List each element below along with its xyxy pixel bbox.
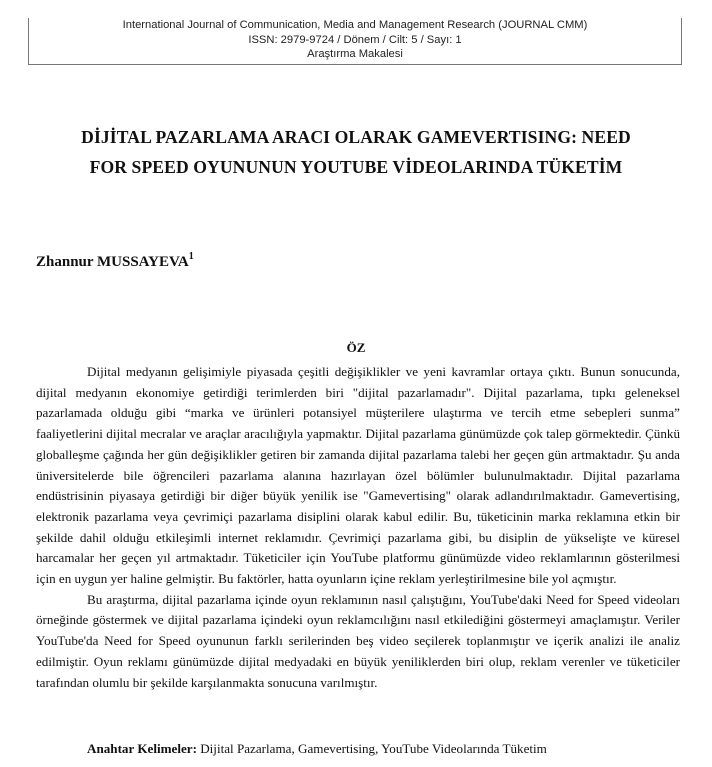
abstract-heading: ÖZ xyxy=(346,340,366,355)
abstract-body xyxy=(36,362,680,693)
keywords-label: Anahtar Kelimeler: xyxy=(87,741,197,756)
journal-header xyxy=(28,18,682,65)
title-line-1: DİJİTAL PAZARLAMA ARACI OLARAK GAMEVERTISING: NEED xyxy=(81,127,631,147)
title-line-2: FOR SPEED OYUNUNUN YOUTUBE VİDEOLARINDA TÜKETİM xyxy=(89,157,623,177)
article-type: Araştırma Makalesi xyxy=(307,48,403,60)
keywords-text: Dijital Pazarlama, Gamevertising, YouTube Videolarında Tüketim xyxy=(196,741,547,756)
author-name: Zhannur MUSSAYEVA xyxy=(36,254,189,270)
abstract-paragraph-2: Bu araştırma, dijital pazarlama içinde oyun reklamının nasıl çalıştığını, YouTube'daki Need for Speed videoları örneğinde göstermek ve dijital pazarlama içindeki oyun reklamcılığını nasıl etkilediğini göstermeyi amaçlamıştır. Veriler YouTube'da Need for Speed oyununun farklı serilerinden beş video seçilerek toplanmıştır ve içerik analizi ile analiz edilmiştir. Oyun reklamı günümüzde dijital medyadaki en büyük yeniliklerden biri olup, reklam verenler ve tüketiciler tarafından olumlu bir şekilde karşılanmakta sonucuna varılmıştır. xyxy=(36,591,680,690)
author xyxy=(36,251,194,271)
keywords xyxy=(87,739,547,759)
author-footnote-mark[interactable]: 1 xyxy=(188,251,194,262)
paper-title xyxy=(20,122,692,182)
journal-name: International Journal of Communication, Media and Management Research (JOURNAL CMM) xyxy=(122,19,588,31)
issn-line: ISSN: 2979-9724 / Dönem / Cilt: 5 / Sayı: 1 xyxy=(248,33,462,46)
abstract-paragraph-1: Dijital medyanın gelişimiyle piyasada çeşitli değişiklikler ve yeni kavramlar ortaya çıktı. Bunun sonucunda, dijital medyanın ekonomiye getirdiği terimlerden biri "dijital pazarlamadır". Dijital pazarlama, tıpkı geleneksel pazarlamada olduğu gibi “marka ve ürünleri potansiyel müşterilere ulaştırma ve tercih etme sebepleri sunma” faaliyetlerini dijital mecralar ve araçlar aracılığıyla yapmaktır. Dijital pazarlama günümüzde çok talep görmektedir. Çünkü globalleşme çağında her gün değişiklikler getiren bir zamanda dijital pazarlama talebi her geçen gün artmaktadır. Şu anda üniversitelerde bile öğrencileri pazarlama alanına hazırlayan özel bölümler bulunulmaktadır. Dijital pazarlama endüstrisinin piyasaya getirdiği bir diğer büyük yenilik ise "Gamevertising" olarak adlandırılmaktadır. Gamevertising, elektronik pazarlama veya çevrimiçi pazarlama disiplini olarak kabul edilir. Bu, tüketicinin marka reklamına etkin bir şekilde dahil olduğu etkileşimli internet reklamıdır. Çevrimiçi pazarlama gibi, bu disiplin de yükselişte ve küresel harcamalar her geçen yıl artmaktadır. Tüketiciler için YouTube platformu günümüzde video reklamlarının gösterilmesi için en uygun yer haline gelmiştir. Bu faktörler, hatta oyunların içine reklam yerleştirilmesine bile yol açmıştır. xyxy=(36,364,680,587)
